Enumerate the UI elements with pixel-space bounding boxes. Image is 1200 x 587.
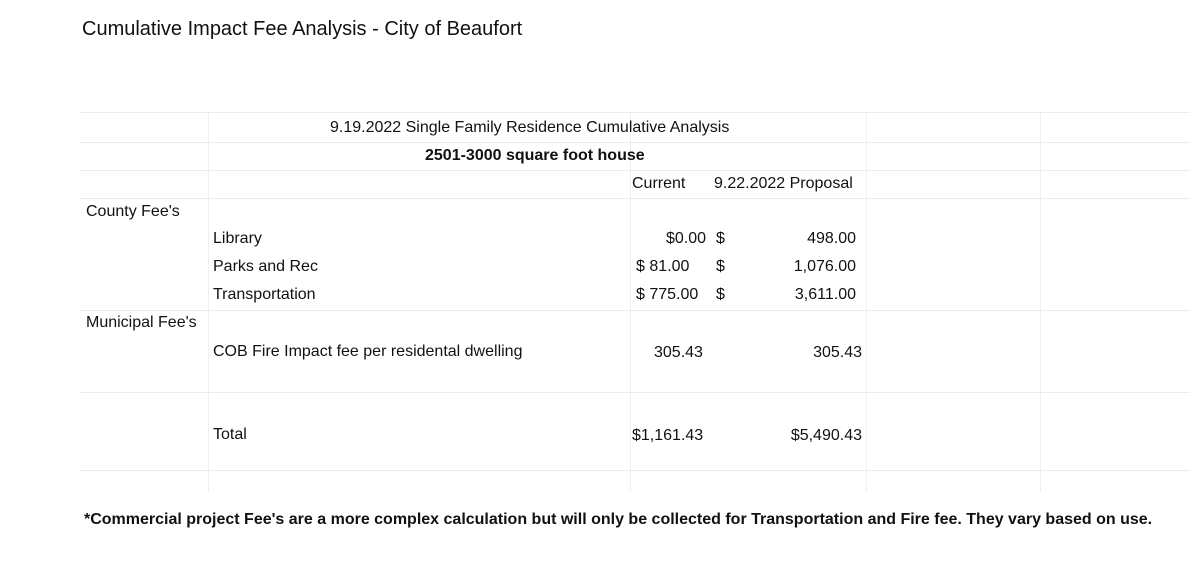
grid-line bbox=[80, 310, 1190, 311]
fee-current-value: $ 775.00 bbox=[636, 286, 699, 303]
currency-sign: $ bbox=[716, 286, 725, 303]
fee-name: Transportation bbox=[213, 286, 316, 303]
section-label-county: County Fee's bbox=[86, 203, 180, 220]
grid-line bbox=[80, 170, 1190, 171]
fee-name: Library bbox=[213, 230, 262, 247]
grid-line bbox=[1040, 112, 1041, 492]
analysis-title: 9.19.2022 Single Family Residence Cumulative Analysis bbox=[330, 119, 730, 136]
house-size-heading: 2501-3000 square foot house bbox=[425, 147, 645, 164]
grid-line bbox=[80, 142, 1190, 143]
grid-line bbox=[866, 112, 867, 492]
fee-proposal-value: 1,076.00 bbox=[793, 258, 856, 275]
column-header-current: Current bbox=[632, 175, 686, 192]
fee-name: COB Fire Impact fee per residental dwelling bbox=[213, 343, 523, 360]
fee-current-value: $0.00 bbox=[665, 230, 706, 247]
footnote: *Commercial project Fee's are a more complex calculation but will only be collected for Transportation and Fire fee. They vary based on use. bbox=[84, 511, 1153, 528]
fee-current-value: 305.43 bbox=[654, 344, 703, 361]
grid-line bbox=[630, 112, 631, 492]
total-current-value: $1,161.43 bbox=[632, 427, 704, 444]
grid-line bbox=[208, 112, 209, 492]
grid-line bbox=[80, 470, 1190, 471]
total-proposal-value: $5,490.43 bbox=[790, 427, 862, 444]
fee-proposal-value: 305.43 bbox=[813, 344, 862, 361]
fee-proposal-value: 3,611.00 bbox=[794, 286, 856, 303]
fee-name: Parks and Rec bbox=[213, 258, 318, 275]
grid-line bbox=[80, 392, 1190, 393]
fee-current-value: $ 81.00 bbox=[636, 258, 690, 275]
section-label-municipal: Municipal Fee's bbox=[86, 314, 197, 331]
currency-sign: $ bbox=[716, 230, 725, 247]
grid-line bbox=[80, 112, 1190, 113]
column-header-proposal: 9.22.2022 Proposal bbox=[714, 175, 853, 192]
fee-proposal-value: 498.00 bbox=[807, 230, 856, 247]
page-title: Cumulative Impact Fee Analysis - City of Beaufort bbox=[82, 18, 523, 40]
currency-sign: $ bbox=[716, 258, 725, 275]
grid-line bbox=[80, 198, 1190, 199]
total-label: Total bbox=[213, 426, 247, 443]
